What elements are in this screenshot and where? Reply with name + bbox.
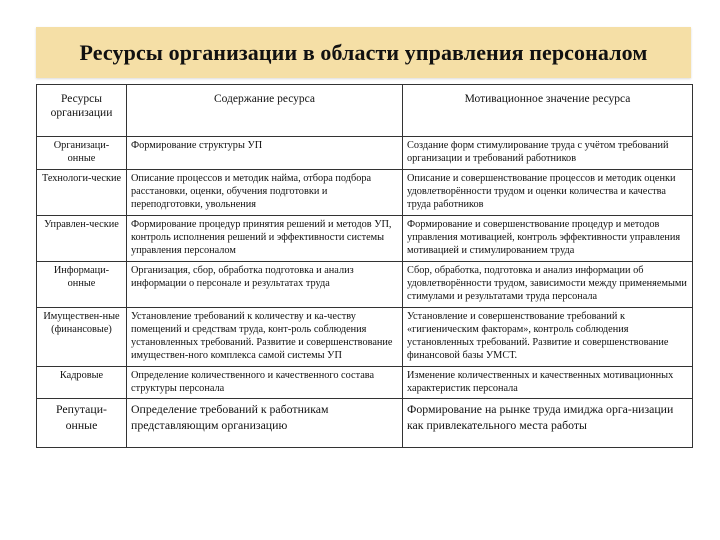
resource-name: Кадровые (37, 366, 127, 399)
table-row (37, 261, 693, 307)
resource-name: Репутаци-онные (37, 399, 127, 448)
resource-content: Организация, сбор, обработка подготовка и анализ информации о персонале и результатах труда (127, 261, 403, 307)
table-header-row (37, 85, 693, 137)
resource-name: Имуществен-ные (финансовые) (37, 307, 127, 366)
table-row (37, 137, 693, 170)
resource-motivation: Формирование и совершенствование процедур и методов управления мотивацией, контроль эффективности управления мотивацией и стимулированием труда (403, 215, 693, 261)
resource-motivation: Изменение количественных и качественных мотивационных характеристик персонала (403, 366, 693, 399)
header-content: Содержание ресурса (127, 85, 403, 137)
table-row (37, 366, 693, 399)
resource-motivation: Сбор, обработка, подготовка и анализ информации об удовлетворённости трудом, зависимости между применяемыми стимулами и результатами труда персонала (403, 261, 693, 307)
resources-table (36, 84, 693, 448)
page-title: Ресурсы организации в области управления персоналом (79, 39, 648, 65)
table-row (37, 399, 693, 448)
resource-motivation: Установление и совершенствование требований к «гигиеническим факторам», контроль соблюдения установленных требований. Развитие и совершенствование финансовой базы УМСТ. (403, 307, 693, 366)
resource-content: Описание процессов и методик найма, отбора подбора расстановки, оценки, обучения подготовки и переподготовки, увольнения (127, 169, 403, 215)
resource-name: Технологи-ческие (37, 169, 127, 215)
resource-content: Определение требований к работникам представляющим организацию (127, 399, 403, 448)
title-banner (36, 27, 691, 78)
resource-name: Управлен-ческие (37, 215, 127, 261)
resource-motivation: Создание форм стимулирование труда с учётом требований организации и требований работников (403, 137, 693, 170)
resource-name: Информаци-онные (37, 261, 127, 307)
table-row (37, 307, 693, 366)
table-row (37, 215, 693, 261)
resource-content: Установление требований к количеству и ка-честву помещений и средствам труда, конт-роль соблюдения установленных требований. Развитие и совершенствование имуществен-ного комплекса самой системы УП (127, 307, 403, 366)
table-row (37, 169, 693, 215)
resource-motivation: Формирование на рынке труда имиджа орга-низации как привлекательного места работы (403, 399, 693, 448)
header-resource: Ресурсы организации (37, 85, 127, 137)
resource-content: Определение количественного и качественного состава структуры персонала (127, 366, 403, 399)
resource-content: Формирование структуры УП (127, 137, 403, 170)
resource-name: Организаци-онные (37, 137, 127, 170)
header-motivation: Мотивационное значение ресурса (403, 85, 693, 137)
resource-motivation: Описание и совершенствование процессов и методик оценки удовлетворённости трудом и оценки количества и качества труда работников (403, 169, 693, 215)
resource-content: Формирование процедур принятия решений и методов УП, контроль исполнения решений и эффективности системы управления персоналом (127, 215, 403, 261)
